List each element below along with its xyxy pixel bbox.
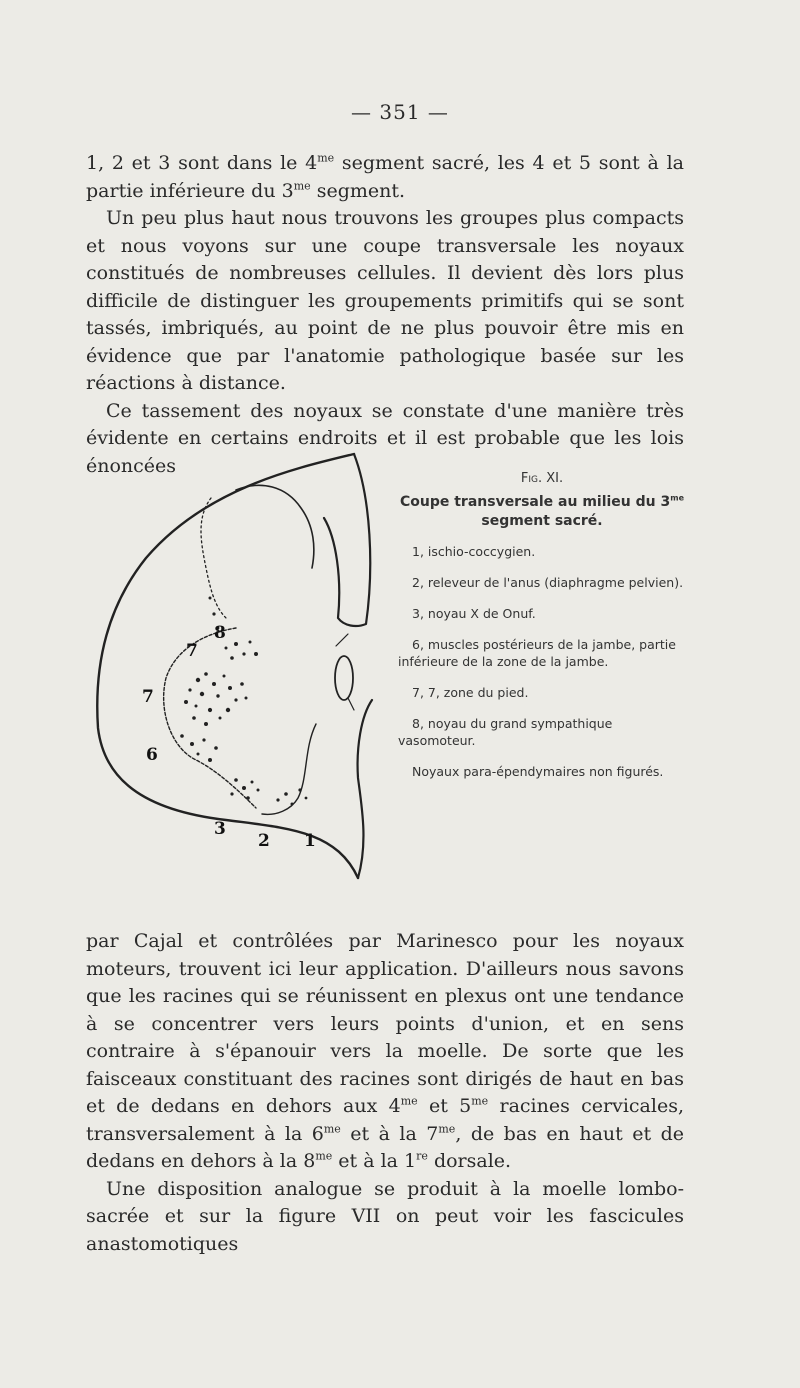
paragraph: Une disposition analogue se produit à la moelle lombo-sacrée et sur la figure VII on peut voir les fascicules anastomotiques [86,1177,684,1255]
text-run: et à la 1 [332,1150,417,1172]
label-2: 2 [258,831,270,851]
paragraph: Un peu plus haut nous trouvons les groupes plus compacts et nous voyons sur une coupe transversale les noyaux constitués de nombreuses cellules. Il devient dès lors plus difficile de distinguer les groupements primitifs qui se sont tassés, imbriqués, au point de ne plus pouvoir être mis en évidence que par l'anatomie pathologique basée sur les réactions à distance. [86,207,684,394]
nuclei-stipple [180,597,307,806]
text-run: et 5 [417,1095,472,1117]
legend-item: 2, releveur de l'anus (diaphragme pelvien). [412,575,684,590]
central-canal [335,656,353,700]
paragraph [86,150,684,205]
label-8: 8 [214,623,226,643]
legend-item: 1, ischio-coccygien. [412,544,536,559]
nucleus-cluster [180,734,218,762]
median-line [324,454,370,626]
label-3: 3 [214,819,226,839]
text-run: et à la 7 [340,1122,439,1145]
spinal-cord-section-figure [86,448,386,884]
text-run: Coupe transversale au milieu du 3 [399,494,671,510]
text-run: dorsale. [427,1150,512,1172]
outer-contour [97,454,358,878]
label-6: 6 [146,745,158,765]
superscript: me [317,151,335,165]
superscript: me [293,179,311,193]
label-7-left: 7 [142,687,154,707]
superscript: me [400,1094,418,1108]
legend-item: Noyaux para-épendymaires non figurés. [412,764,664,779]
body-text-bottom [86,928,684,1258]
legend-item: 8, noyau du grand sympathique vasomoteur. [398,716,613,748]
superscript: me [323,1122,341,1136]
legend-item: 6, muscles postérieurs de la jambe, partie inférieure de la zone de la jambe. [398,637,676,669]
nucleus-cluster [184,672,248,726]
text-run: par Cajal et contrôlées par Marinesco pour les noyaux moteurs, trouvent ici leur application. D'ailleurs nous savons que les racines qui se réunissent en plexus ont une tendance à se concentrer vers leurs points d'union, et en sens contraire à s'épanouir vers la moelle. De sorte que les faisceaux constituant des racines sont dirigés de haut en bas et de dedans en dehors aux 4 [86,930,684,1117]
text-run: , de bas en haut et de dedans en dehors à la 8 [86,1122,684,1172]
superscript: me [315,1149,333,1163]
text-run: 1, 2 et 3 sont dans le 4 [86,152,318,174]
dorsal-horn [236,485,314,568]
superscript: re [416,1149,428,1163]
nucleus-cluster [225,641,259,660]
figure-caption [398,470,686,794]
figure-label: Fig. XI. [520,471,564,486]
text-run: racines cervicales, transversalement à la 6 [86,1095,684,1145]
page-number: — 351 — [351,100,449,124]
label-1: 1 [304,831,316,851]
legend-item: 3, noyau X de Onuf. [412,606,536,621]
paragraph: Ce tassement des noyaux se constate d'une manière très évidente en certains endroits et il est probable que les lois énoncées [86,399,684,477]
nucleus-cluster [276,788,307,805]
text-run: segment. [310,179,406,202]
body-text-top [86,150,684,480]
paragraph [86,928,684,1176]
text-run: segment sacré, les 4 et 5 sont à la partie inférieure du 3 [86,152,684,202]
superscript: me [670,493,685,503]
figure-title [398,493,686,531]
superscript: me [471,1094,489,1108]
text-run: segment sacré. [481,513,603,529]
ventral-horn [164,628,256,808]
superscript: me [438,1122,456,1136]
label-7-top: 7 [186,641,198,661]
lower-contour [358,700,372,878]
legend-item: 7, 7, zone du pied. [412,685,529,700]
